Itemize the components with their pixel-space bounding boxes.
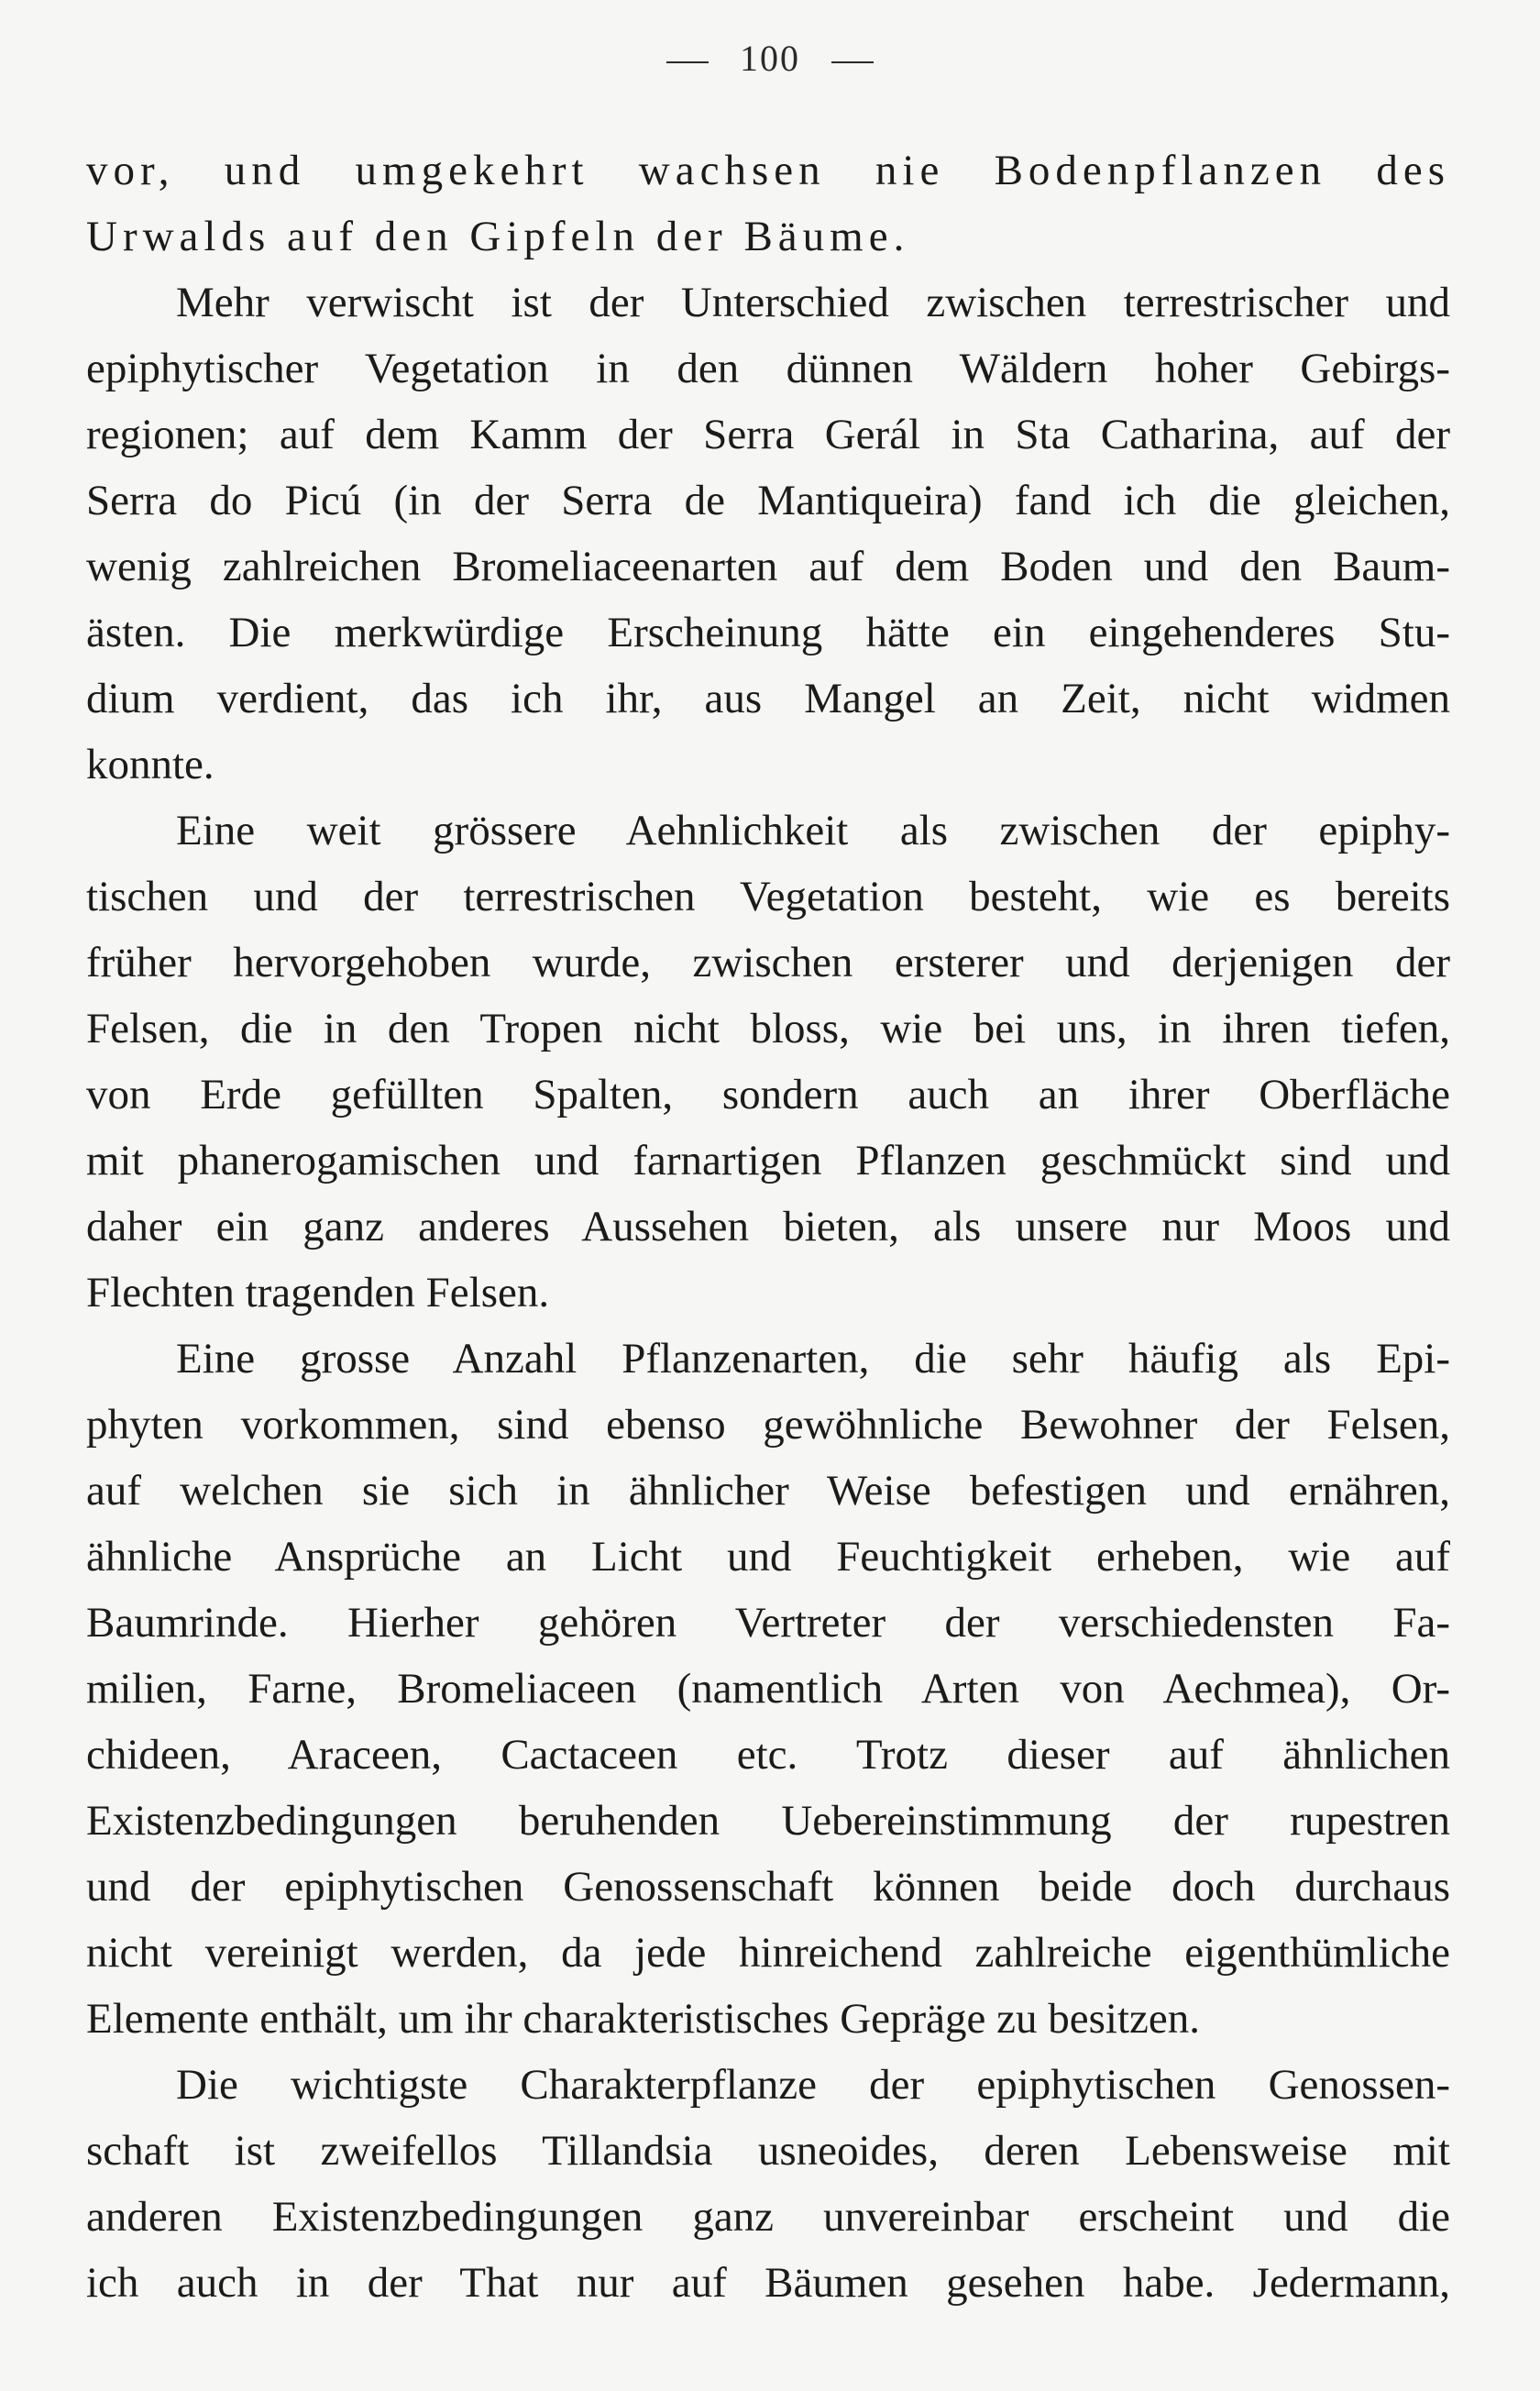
text-line: früher hervorgehoben wurde, zwischen ersterer und derjenigen der (86, 939, 1450, 986)
text-line: Felsen, die in den Tropen nicht bloss, wie bei uns, in ihren tiefen, (86, 1005, 1450, 1052)
text-line: vor, und umgekehrt wachsen nie Bodenpflanzen des (86, 147, 1450, 194)
text-line: Urwalds auf den Gipfeln der Bäume. (86, 213, 910, 260)
text-line: Baumrinde. Hierher gehören Vertreter der verschiedensten Fa- (86, 1599, 1450, 1647)
right-dash (831, 61, 874, 63)
text-line: von Erde gefüllten Spalten, sondern auch an ihrer Oberfläche (86, 1071, 1450, 1118)
text-line: ästen. Die merkwürdige Erscheinung hätte ein eingehenderes Stu- (86, 609, 1450, 656)
text-line: ich auch in der That nur auf Bäumen gesehen habe. Jedermann, (86, 2259, 1450, 2307)
text-line: nicht vereinigt werden, da jede hinreichend zahlreiche eigenthümliche (86, 1929, 1450, 1977)
text-line: phyten vorkommen, sind ebenso gewöhnliche Bewohner der Felsen, (86, 1401, 1450, 1449)
text-line: dium verdient, das ich ihr, aus Mangel an Zeit, nicht widmen (86, 675, 1450, 722)
text-line: ähnliche Ansprüche an Licht und Feuchtigkeit erheben, wie auf (86, 1533, 1450, 1581)
text-line: Eine weit grössere Aehnlichkeit als zwischen der epiphy- (176, 807, 1450, 854)
text-line: schaft ist zweifellos Tillandsia usneoides, deren Lebensweise mit (86, 2127, 1450, 2175)
text-line: auf welchen sie sich in ähnlicher Weise befestigen und ernähren, (86, 1467, 1450, 1515)
text-line: chideen, Araceen, Cactaceen etc. Trotz dieser auf ähnlichen (86, 1731, 1450, 1779)
body-text (86, 138, 1450, 2316)
text-line: daher ein ganz anderes Aussehen bieten, als unsere nur Moos und (86, 1203, 1450, 1251)
text-line: Die wichtigste Charakterpflanze der epiphytischen Genossen- (176, 2061, 1450, 2109)
text-line: Eine grosse Anzahl Pflanzenarten, die sehr häufig als Epi- (176, 1335, 1450, 1383)
page-number: 100 (740, 38, 800, 79)
text-line: konnte. (86, 741, 214, 788)
text-line: milien, Farne, Bromeliaceen (namentlich Arten von Aechmea), Or- (86, 1665, 1450, 1713)
text-line: Serra do Picú (in der Serra de Mantiqueira) fand ich die gleichen, (86, 477, 1450, 524)
text-line: Mehr verwischt ist der Unterschied zwischen terrestrischer und (176, 279, 1450, 326)
text-line: wenig zahlreichen Bromeliaceenarten auf dem Boden und den Baum- (86, 543, 1450, 590)
text-line: regionen; auf dem Kamm der Serra Gerál in Sta Catharina, auf der (86, 411, 1450, 458)
text-line: epiphytischer Vegetation in den dünnen Wäldern hoher Gebirgs- (86, 345, 1450, 392)
left-dash (666, 61, 709, 63)
text-line: anderen Existenzbedingungen ganz unvereinbar erscheint und die (86, 2193, 1450, 2241)
text-line: mit phanerogamischen und farnartigen Pflanzen geschmückt sind und (86, 1137, 1450, 1184)
text-line: tischen und der terrestrischen Vegetation besteht, wie es bereits (86, 873, 1450, 920)
text-line: und der epiphytischen Genossenschaft können beide doch durchaus (86, 1863, 1450, 1911)
text-line: Elemente enthält, um ihr charakteristisches Gepräge zu besitzen. (86, 1995, 1200, 2043)
running-head (0, 37, 1540, 80)
text-line: Flechten tragenden Felsen. (86, 1269, 550, 1317)
text-line: Existenzbedingungen beruhenden Uebereinstimmung der rupestren (86, 1797, 1450, 1845)
